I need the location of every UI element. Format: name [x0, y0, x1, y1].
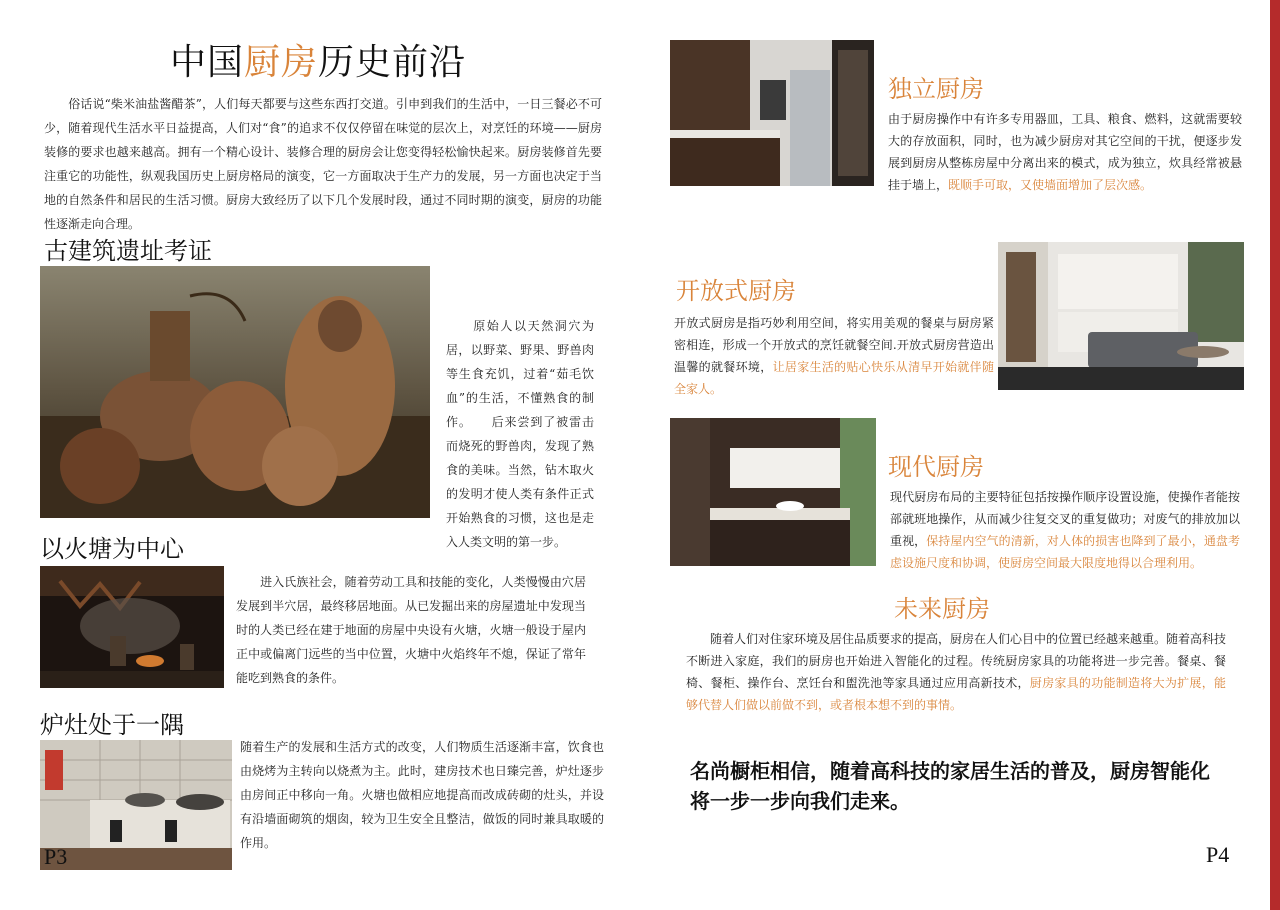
heading-fire-pit: 以火塘为中心: [40, 535, 184, 563]
heading-ancient-sites: 古建筑遗址考证: [44, 237, 212, 265]
future-kitchen-body: 随着人们对住家环境及居住品质要求的提高，厨房在人们心目中的位置已经越来越重。随着高科技不断进入家庭，我们的厨房也开始进入智能化的过程。传统厨房家具的功能将进一步完善。餐桌、餐椅、餐柜、操作台、烹饪台和盥洗池等家具通过应用高新技术，: [686, 632, 1227, 690]
heading-stove-corner: 炉灶处于一隅: [40, 711, 184, 739]
title-accent: 厨房: [244, 42, 319, 83]
modern-kitchen-image: [670, 418, 876, 566]
heading-future-kitchen: 未来厨房: [894, 595, 990, 623]
independent-kitchen-body: 由于厨房操作中有许多专用器皿，工具、粮食、燃料，这就需要较大的存放面积，同时，也为减少厨房对其它空间的干扰，便逐步发展到厨房从整栋房屋中分离出来的模式，成为独立，炊具经常被悬挂于墙上，: [888, 112, 1242, 192]
stove-corner-text: 随着生产的发展和生活方式的改变，人们物质生活逐渐丰富，饮食也由烧烤为主转向以烧煮为主。此时，建房技术也日臻完善，炉灶逐步由房间正中移向一角。火塘也做相应地提高而改成砖砌的灶头，并设有沿墙面砌筑的烟囱，较为卫生安全且整洁，做饭的同时兼具取暖的作用。: [240, 740, 604, 850]
heading-modern-kitchen: 现代厨房: [888, 453, 984, 481]
modern-kitchen-body: 现代厨房布局的主要特征包括按操作顺序设置设施，使操作者能按部就班地操作，从而减少往复交叉的重复做功；对废气的排放加以重视，: [890, 490, 1240, 548]
title-prefix: 中国: [170, 42, 245, 83]
page-edge-strip: [1270, 0, 1280, 910]
fire-pit-text: 进入氏族社会，随着劳动工具和技能的变化，人类慢慢由穴居发展到半穴居，最终移居地面。从已发掘出来的房屋遗址中发现当时的人类已经在建于地面的房屋中央设有火塘，火塘一般设于屋内正中或偏离门远些的当中位置，火塘中火焰终年不熄，保证了常年能吃到熟食的条件。: [236, 575, 586, 685]
open-kitchen-highlight: 让居家生活的贴心快乐从清早开始就伴随全家人。: [674, 360, 994, 396]
future-kitchen-text: [686, 628, 1226, 716]
intro-paragraph: 俗话说“柴米油盐酱醋茶”，人们每天都要与这些东西打交道。引申到我们的生活中，一日三餐必不可少，随着现代生活水平日益提高，人们对“食”的追求不仅仅停留在味觉的层次上，对烹饪的环境——厨房装修的要求也越来越高。拥有一个精心设计、装修合理的厨房会让您变得轻松愉快起来。厨房装修首先要注重它的功能性，纵观我国历史上厨房格局的演变，它一方面取决于生产力的发展，另一方面也决定于当地的自然条件和居民的生活习惯。厨房大致经历了以下几个发展时段，通过不同时期的演变，厨房的功能性逐渐走向合理。: [44, 97, 602, 231]
cavemen-painting-image: [40, 266, 430, 518]
heading-independent-kitchen: 独立厨房: [888, 75, 984, 103]
open-kitchen-text: [674, 312, 994, 400]
ancient-sites-text: 原始人以天然洞穴为居，以野菜、野果、野兽肉等生食充饥，过着“茹毛饮血”的生活，不懂熟食的制作。 后来尝到了被雷击而烧死的野兽肉，发现了熟食的美味。当然，钻木取火的发明才使人类有条件正式开始熟食的习惯，这也是走入人类文明的第一步。: [446, 319, 594, 549]
page-number-left: P3: [44, 844, 68, 869]
modern-kitchen-text: [890, 486, 1240, 574]
page-title: [170, 40, 490, 86]
modern-kitchen-highlight: 保持屋内空气的清新，对人体的损害也降到了最小，通盘考虑设施尺度和协调，使厨房空间最大限度地得以合理利用。: [890, 534, 1240, 570]
open-kitchen-body: 开放式厨房是指巧妙利用空间，将实用美观的餐桌与厨房紧密相连，形成一个开放式的烹饪就餐空间.开放式厨房营造出温馨的就餐环境，: [674, 316, 994, 374]
fire-pit-image: [40, 566, 224, 688]
stove-image: [40, 740, 232, 870]
open-kitchen-image: [998, 242, 1244, 390]
independent-kitchen-text: [888, 108, 1242, 196]
future-kitchen-highlight: 厨房家具的功能制造将大为扩展，能够代替人们做以前做不到，或者根本想不到的事情。: [686, 676, 1226, 712]
closing-statement: 名尚橱柜相信，随着高科技的家居生活的普及，厨房智能化将一步一步向我们走来。: [690, 759, 1210, 813]
heading-open-kitchen: 开放式厨房: [676, 277, 796, 305]
title-suffix: 历史前沿: [318, 42, 467, 83]
independent-kitchen-highlight: 既顺手可取，又使墙面增加了层次感。: [948, 178, 1153, 192]
independent-kitchen-image: [670, 40, 874, 186]
page-number-right: P4: [1206, 842, 1230, 867]
